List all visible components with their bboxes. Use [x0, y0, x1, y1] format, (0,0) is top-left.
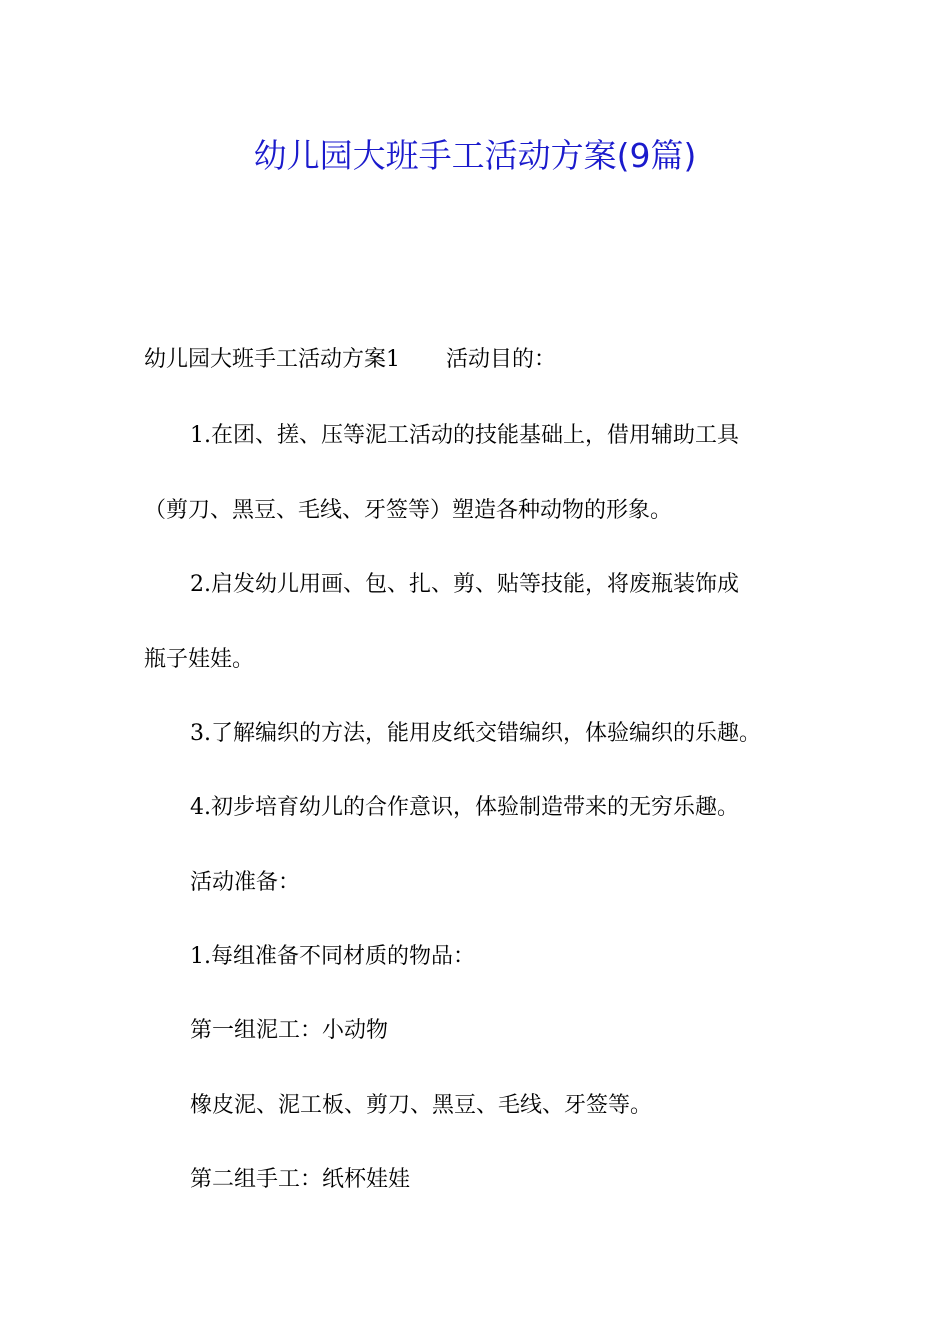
paragraph-line: （剪刀、黑豆、毛线、牙签等）塑造各种动物的形象。	[144, 498, 673, 523]
section-heading-line	[144, 345, 556, 375]
section-heading: 幼儿园大班手工活动方案1	[144, 347, 400, 372]
paragraph-line: 2.启发幼儿用画、包、扎、剪、贴等技能，将废瓶装饰成	[190, 572, 739, 597]
paragraph-line: 第二组手工：纸杯娃娃	[190, 1167, 411, 1192]
document-title: 幼儿园大班手工活动方案(9篇)	[253, 136, 697, 175]
paragraph-line: 橡皮泥、泥工板、剪刀、黑豆、毛线、牙签等。	[190, 1093, 653, 1118]
paragraph-line: 第一组泥工：小动物	[190, 1018, 389, 1043]
paragraph-line: 4.初步培育幼儿的合作意识，体验制造带来的无穷乐趣。	[190, 795, 739, 820]
paragraph-line: 3.了解编织的方法，能用皮纸交错编织，体验编织的乐趣。	[190, 721, 761, 746]
paragraph-line: 1.每组准备不同材质的物品：	[190, 944, 475, 969]
paragraph-line: 活动准备：	[190, 870, 301, 895]
paragraph-line: 1.在团、搓、压等泥工活动的技能基础上，借用辅助工具	[190, 423, 739, 448]
paragraph-line: 瓶子娃娃。	[144, 647, 255, 672]
goal-heading: 活动目的：	[446, 347, 557, 372]
